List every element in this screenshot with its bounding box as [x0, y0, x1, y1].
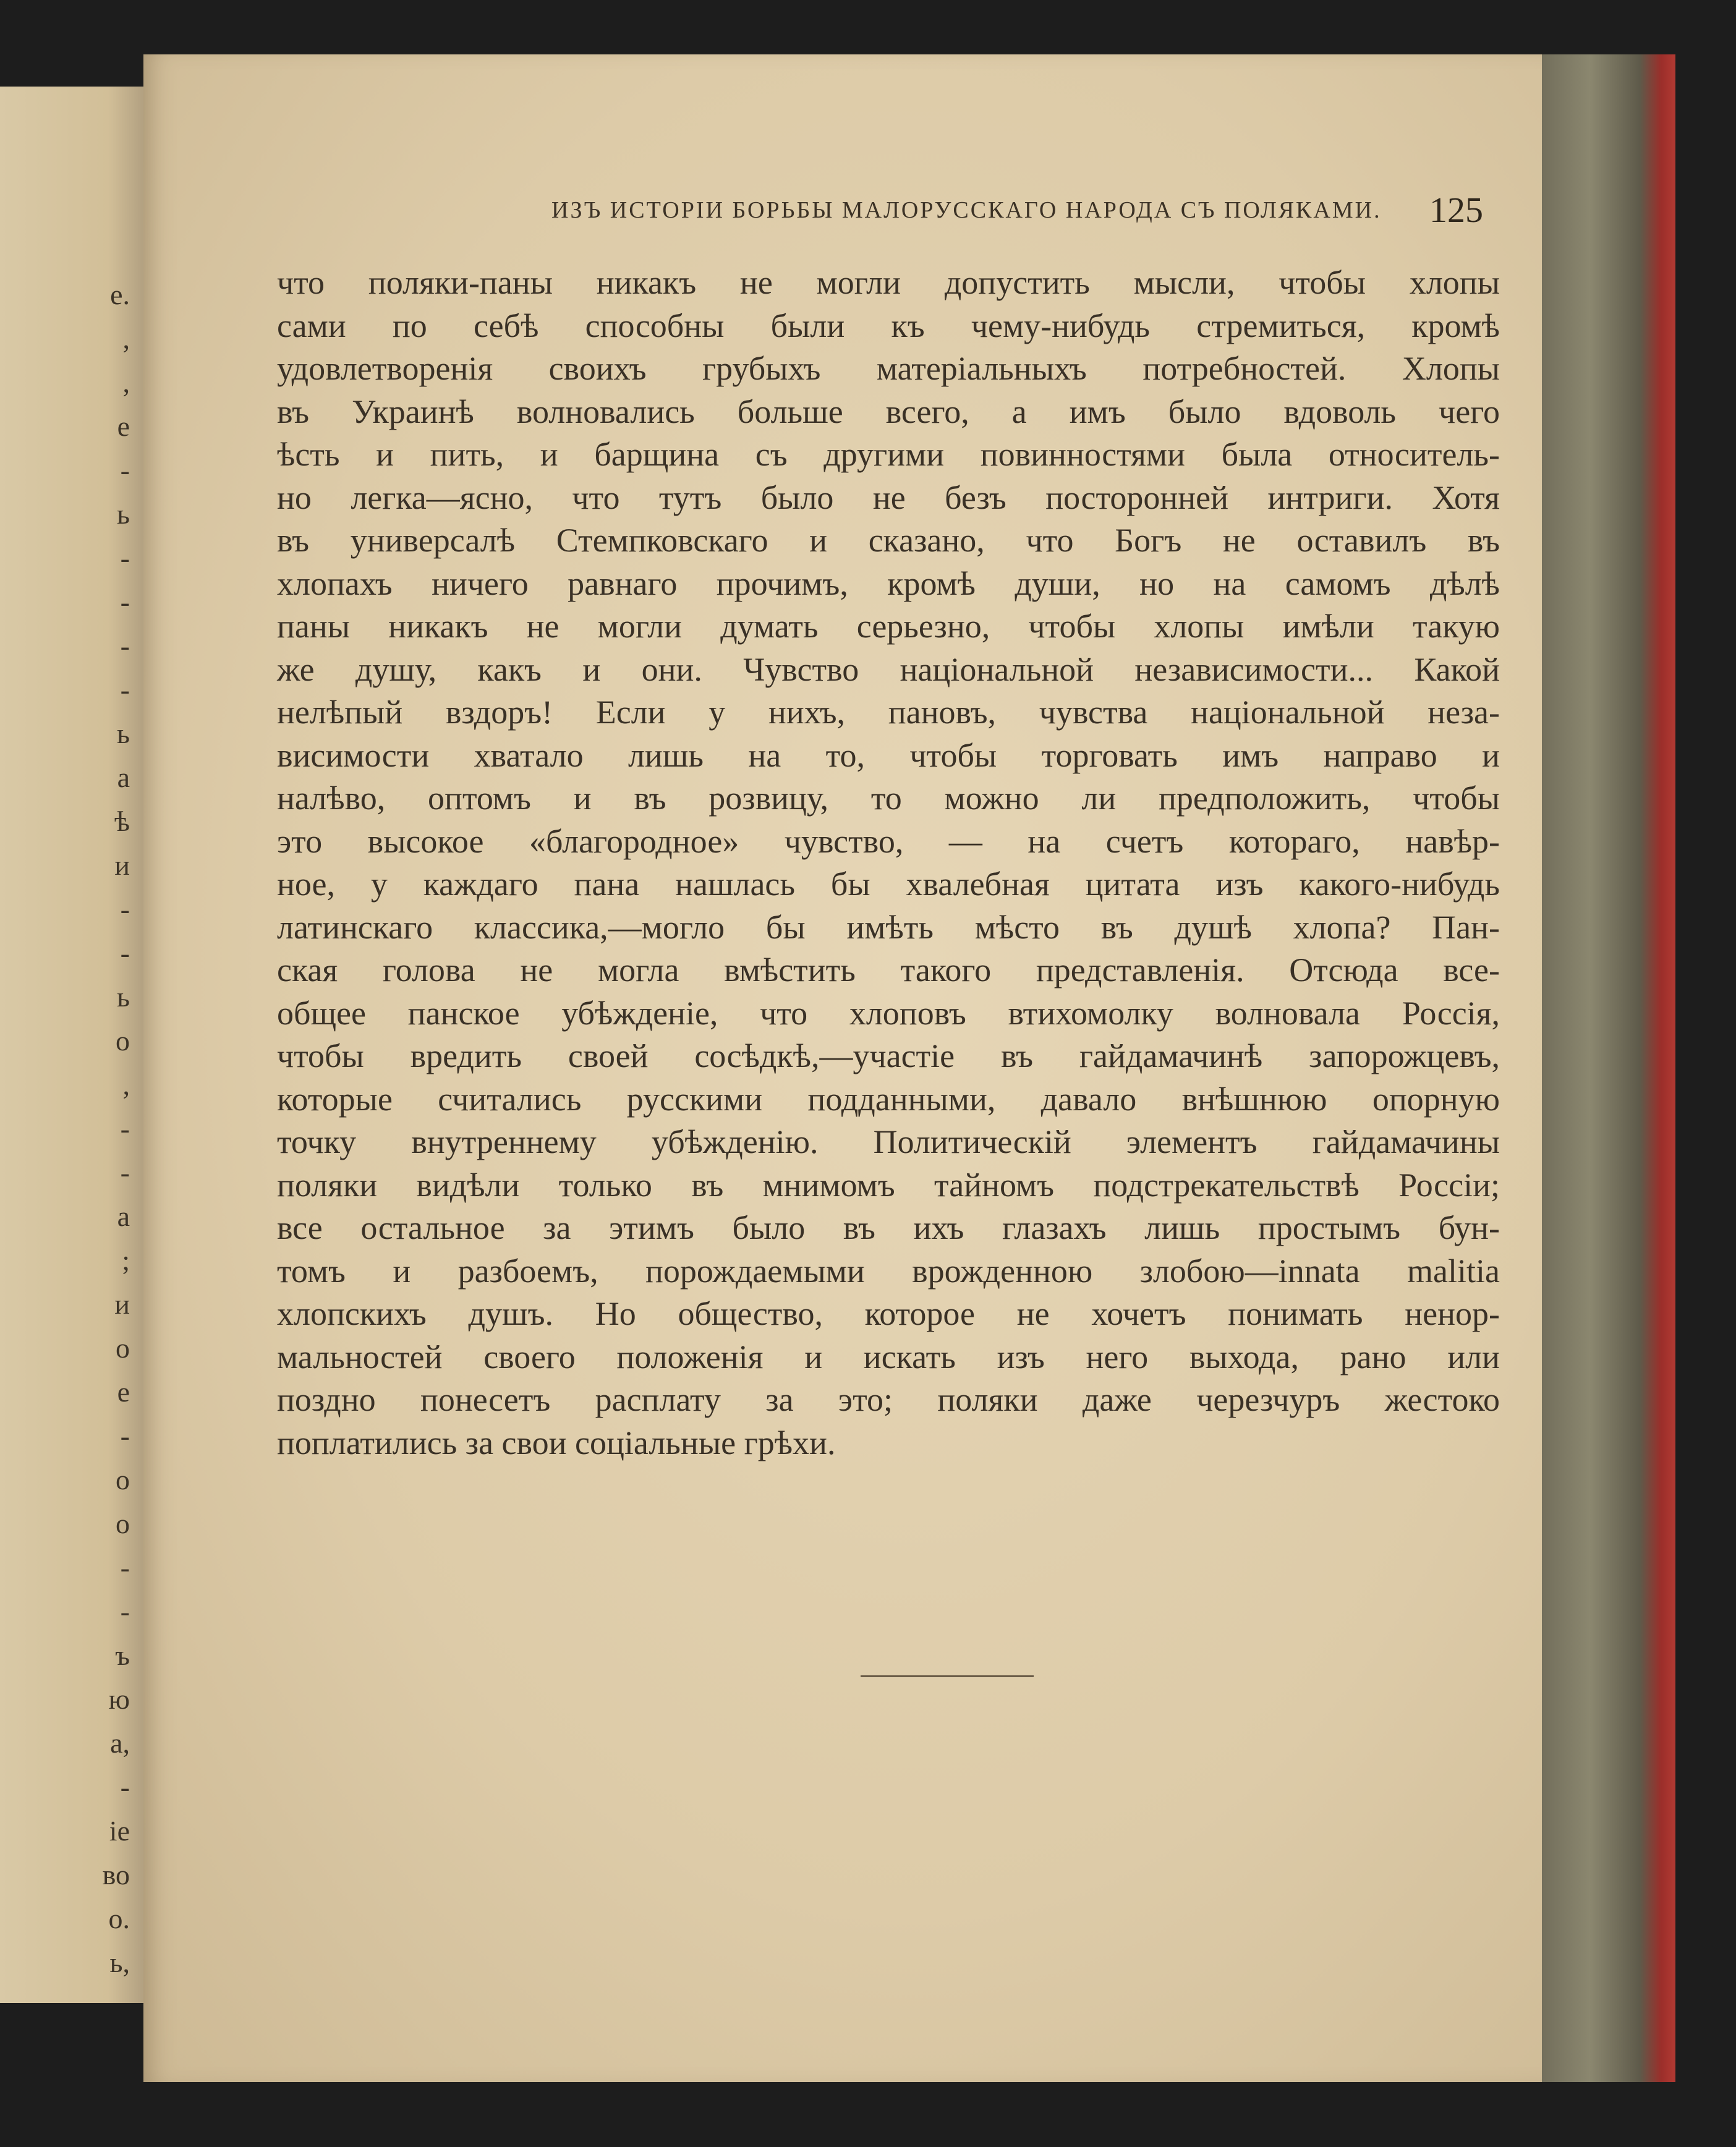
facing-page-fragment: и: [114, 1288, 130, 1320]
facing-page-fragment: ь,: [109, 1947, 130, 1978]
facing-page-fragment: -: [120, 1552, 130, 1583]
facing-page-fragment: е.: [110, 279, 130, 310]
facing-page-fragment: -: [120, 1157, 130, 1188]
facing-page-fragment: ;: [122, 1244, 130, 1276]
facing-page-fragment: ю: [108, 1683, 130, 1715]
facing-page-fragment: -: [120, 586, 130, 618]
facing-page-fragment: а,: [110, 1727, 130, 1759]
end-rule: [861, 1675, 1034, 1677]
text-line: удовлетворенія своихъ грубыхъ матеріальныхъ потребностей. Хлопы: [277, 350, 1500, 387]
facing-page-fragment: ,: [122, 367, 130, 398]
facing-page-fragment: е: [117, 1376, 130, 1408]
text-line: но легка—ясно, что тутъ было не безъ посторонней интриги. Хотя: [277, 478, 1500, 516]
text-line: налѣво, оптомъ и въ розвицу, то можно ли предположить, чтобы: [277, 780, 1500, 817]
facing-page-fragment: -: [120, 1596, 130, 1627]
facing-page-fragment: -: [120, 1771, 130, 1803]
facing-page-fragment: о: [116, 1332, 130, 1364]
facing-page-fragment: во: [102, 1859, 130, 1890]
text-line: поплатились за свои соціальные грѣхи.: [277, 1424, 836, 1461]
book-page-edges: [1533, 54, 1675, 2082]
text-line: хлопскихъ душъ. Но общество, которое не хочетъ понимать ненор-: [277, 1295, 1500, 1332]
text-line: паны никакъ не могли думать серьезно, чтобы хлопы имѣли такую: [277, 608, 1500, 645]
facing-page-fragment: -: [120, 674, 130, 705]
text-line: томъ и разбоемъ, порождаемыми врожденною злобою—innata malitia: [277, 1252, 1500, 1290]
text-line: же душу, какъ и они. Чувство національной независимости... Какой: [277, 650, 1500, 688]
facing-page-fragment: а: [117, 1201, 130, 1232]
text-line: которые считались русскими подданными, давало внѣшнюю опорную: [277, 1080, 1500, 1118]
text-line: ное, у каждаго пана нашлась бы хвалебная цитата изъ какого-нибудь: [277, 865, 1500, 903]
text-line: общее панское убѣжденіе, что хлоповъ втихомолку волновала Россія,: [277, 994, 1500, 1032]
facing-page-text-fragments: [0, 87, 155, 2003]
facing-page-edge: [0, 87, 155, 2003]
facing-page-fragment: о.: [108, 1903, 130, 1934]
facing-page-fragment: а: [117, 762, 130, 793]
text-line: въ Украинѣ волновались больше всего, а имъ было вдоволь чего: [277, 393, 1500, 430]
facing-page-fragment: е: [117, 410, 130, 442]
facing-page-fragment: ь: [117, 498, 130, 530]
text-line: это высокое «благородное» чувство, — на счетъ котораго, навѣр-: [277, 822, 1500, 860]
facing-page-fragment: ь: [117, 981, 130, 1013]
text-line: поляки видѣли только въ мнимомъ тайномъ подстрекательствѣ Россіи;: [277, 1166, 1500, 1204]
facing-page-fragment: -: [120, 1113, 130, 1144]
facing-page-fragment: и: [114, 849, 130, 881]
page-number: 125: [1429, 190, 1483, 230]
facing-page-fragment: -: [120, 454, 130, 486]
facing-page-fragment: -: [120, 542, 130, 574]
text-line: мальностей своего положенія и искать изъ него выхода, рано или: [277, 1338, 1500, 1375]
facing-page-fragment: о: [116, 1464, 130, 1495]
text-line: сами по себѣ способны были къ чему-нибудь стремиться, кромѣ: [277, 307, 1500, 344]
facing-page-fragment: ь: [117, 718, 130, 749]
facing-page-fragment: о: [116, 1025, 130, 1056]
book-page: [143, 54, 1542, 2082]
facing-page-fragment: -: [120, 893, 130, 925]
text-line: ѣсть и пить, и барщина съ другими повинностями была относитель-: [277, 436, 1500, 473]
text-line: ская голова не могла вмѣстить такого представленія. Отсюда все-: [277, 951, 1500, 988]
facing-page-fragment: ,: [122, 323, 130, 354]
text-line: что поляки-паны никакъ не могли допустить мысли, чтобы хлопы: [277, 264, 1500, 301]
text-line: нелѣпый вздоръ! Если у нихъ, пановъ, чувства національной неза-: [277, 694, 1500, 731]
facing-page-fragment: ie: [109, 1815, 130, 1847]
text-line: поздно понесетъ расплату за это; поляки даже черезчуръ жестоко: [277, 1381, 1500, 1418]
text-line: висимости хватало лишь на то, чтобы торговать имъ направо и: [277, 736, 1500, 774]
text-line: точку внутреннему убѣжденію. Политическій элементъ гайдамачины: [277, 1123, 1500, 1160]
facing-page-fragment: -: [120, 1420, 130, 1452]
text-line: чтобы вредить своей сосѣдкѣ,—участіе въ гайдамачинѣ запорожцевъ,: [277, 1037, 1500, 1074]
running-head: ИЗЪ ИСТОРІИ БОРЬБЫ МАЛОРУССКАГО НАРОДА СЪ ПОЛЯКАМИ.: [551, 197, 1382, 223]
facing-page-fragment: ѣ: [114, 806, 130, 837]
text-line: въ универсалѣ Стемпковскаго и сказано, что Богъ не оставилъ въ: [277, 522, 1500, 559]
text-line: хлопахъ ничего равнаго прочимъ, кромѣ души, но на самомъ дѣлѣ: [277, 564, 1500, 602]
body-text: [277, 261, 1500, 1465]
facing-page-fragment: -: [120, 937, 130, 969]
facing-page-fragment: ,: [122, 1069, 130, 1100]
facing-page-fragment: -: [120, 630, 130, 661]
facing-page-fragment: ъ: [115, 1639, 130, 1671]
facing-page-fragment: о: [116, 1508, 130, 1539]
text-line: латинскаго классика,—могло бы имѣть мѣсто въ душѣ хлопа? Пан-: [277, 908, 1500, 946]
text-line: все остальное за этимъ было въ ихъ глазахъ лишь простымъ бун-: [277, 1209, 1500, 1246]
